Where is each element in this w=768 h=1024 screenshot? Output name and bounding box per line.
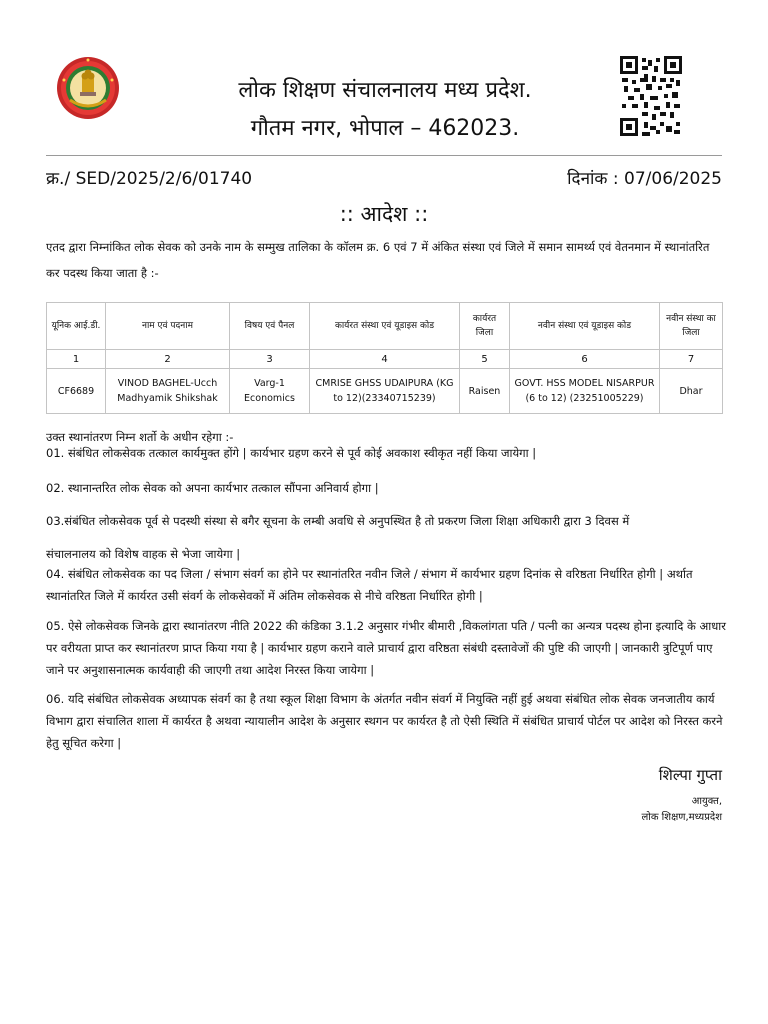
- subject-panel-cell: Varg-1 Economics: [230, 369, 310, 414]
- condition-6: 06. यदि संबंधित लोकसेवक अध्यापक संवर्ग का है तथा स्कूल शिक्षा विभाग के अंतर्गत नवीन संवर्ग में नियुक्ति नहीं हुई अथवा संबंधित लोक सेवक जनजातीय कार्य विभाग द्वारा संचालित शाला में कार्यरत है अथवा न्यायालीन आदेश के अनुसार स्थगन पर कार्यरत है तो ऐसी स्थिति में संबंधित प्राचार्य पोर्टल पर आदेश को निरस्त करने हेतु सूचित करेगा |: [46, 692, 723, 750]
- new-district-cell: Dhar: [660, 369, 723, 414]
- org-address: गौतम नगर, भोपाल – 462023.: [250, 116, 520, 141]
- column-header: कार्यरत जिला: [460, 303, 510, 350]
- reference-number: क्र./ SED/2025/2/6/01740: [46, 169, 253, 189]
- column-number: 4: [310, 350, 460, 369]
- condition-3-continued: संचालनालय को विशेष वाहक से भेजा जायेगा |: [46, 547, 241, 561]
- condition-1: 01. संबंधित लोकसेवक तत्काल कार्यमुक्त होंगे | कार्यभार ग्रहण करने से पूर्व कोई अवकाश स्वीकृत नहीं किया जायेगा |: [46, 446, 537, 460]
- column-number: 2: [106, 350, 230, 369]
- condition-5: 05. ऐसे लोकसेवक जिनके द्वारा स्थानांतरण नीति 2022 की कंडिका 3.1.2 अनुसार गंभीर बीमारी ,विकलांगता पति / पत्नी का अन्यत्र पदस्थ होना इत्यादि के आधार पर वरीयता प्राप्त कर स्थानांतरण प्राप्त किया गया है | कार्यभार ग्रहण कराने वाले प्राचार्य द्वारा वरिष्ठता संबंधी दस्तावेजों की पुष्टि की जाएगी | जानकारी त्रुटिपूर्ण पाए जाने पर अनुशासनात्मक कार्यवाही की जाएगी तथा आदेश निरस्त किया जायेगा |: [46, 619, 726, 677]
- emblem-logo-icon: [56, 56, 120, 120]
- column-number: 3: [230, 350, 310, 369]
- new-institution-cell: GOVT. HSS MODEL NISARPUR (6 to 12) (23251005229): [510, 369, 660, 414]
- condition-4: 04. संबंधित लोकसेवक का पद जिला / संभाग संवर्ग का होने पर स्थानांतरित नवीन जिले / संभाग में कार्यभार ग्रहण दिनांक से वरिष्ठता निर्धारित होगी | अर्थात स्थानांतरित जिले में कार्यरत उसी संवर्ग के लोकसेवकों में अंतिम लोकसेवक से नीचे वरिष्ठता निर्धारित होगी |: [46, 567, 693, 603]
- order-date: दिनांक : 07/06/2025: [567, 169, 722, 189]
- name-designation-cell: VINOD BAGHEL-Ucch Madhyamik Shikshak: [106, 369, 230, 414]
- column-header: विषय एवं पैनल: [230, 303, 310, 350]
- conditions-heading: उक्त स्थानांतरण निम्न शर्तो के अधीन रहेगा :-: [46, 430, 234, 444]
- current-district-cell: Raisen: [460, 369, 510, 414]
- transfer-table: [46, 302, 723, 414]
- signatory-office: लोक शिक्षण,मध्यप्रदेश: [641, 812, 722, 823]
- condition-2: 02. स्थानान्तरित लोक सेवक को अपना कार्यभार तत्काल सौंपना अनिवार्य होगा |: [46, 481, 379, 495]
- header-divider: [46, 155, 722, 156]
- org-name: लोक शिक्षण संचालनालय मध्य प्रदेश.: [238, 78, 532, 103]
- table-header-row: [47, 303, 723, 350]
- table-row: [47, 369, 723, 414]
- column-header: नवीन संस्था एवं यूडाइस कोड: [510, 303, 660, 350]
- column-header: नवीन संस्था का जिला: [660, 303, 723, 350]
- column-number: 1: [47, 350, 106, 369]
- column-header: नाम एवं पदनाम: [106, 303, 230, 350]
- column-number: 5: [460, 350, 510, 369]
- qr-code-icon: [620, 56, 682, 136]
- column-number-row: [47, 350, 723, 369]
- signatory-name: शिल्पा गुप्ता: [658, 766, 722, 784]
- column-header: यूनिक आई.डी.: [47, 303, 106, 350]
- order-title: :: आदेश ::: [339, 202, 429, 226]
- condition-3: 03.संबंधित लोकसेवक पूर्व से पदस्थी संस्था से बगैर सूचना के लम्बी अवधि से अनुपस्थित है तो प्रकरण जिला शिक्षा अधिकारी द्वारा 3 दिवस में: [46, 514, 630, 528]
- current-institution-cell: CMRISE GHSS UDAIPURA (KG to 12)(23340715239): [310, 369, 460, 414]
- signatory-designation: आयुक्त,: [691, 796, 722, 807]
- intro-paragraph: एतद द्वारा निम्नांकित लोक सेवक को उनके नाम के सम्मुख तालिका के कॉलम क्र. 6 एवं 7 में अंकित संस्था एवं जिले में समान सामर्थ्य एवं वेतनमान में स्थानांतरित कर पदस्थ किया जाता है :-: [46, 240, 710, 280]
- column-number: 6: [510, 350, 660, 369]
- unique-id-cell: CF6689: [47, 369, 106, 414]
- column-number: 7: [660, 350, 723, 369]
- column-header: कार्यरत संस्था एवं यूडाइस कोड: [310, 303, 460, 350]
